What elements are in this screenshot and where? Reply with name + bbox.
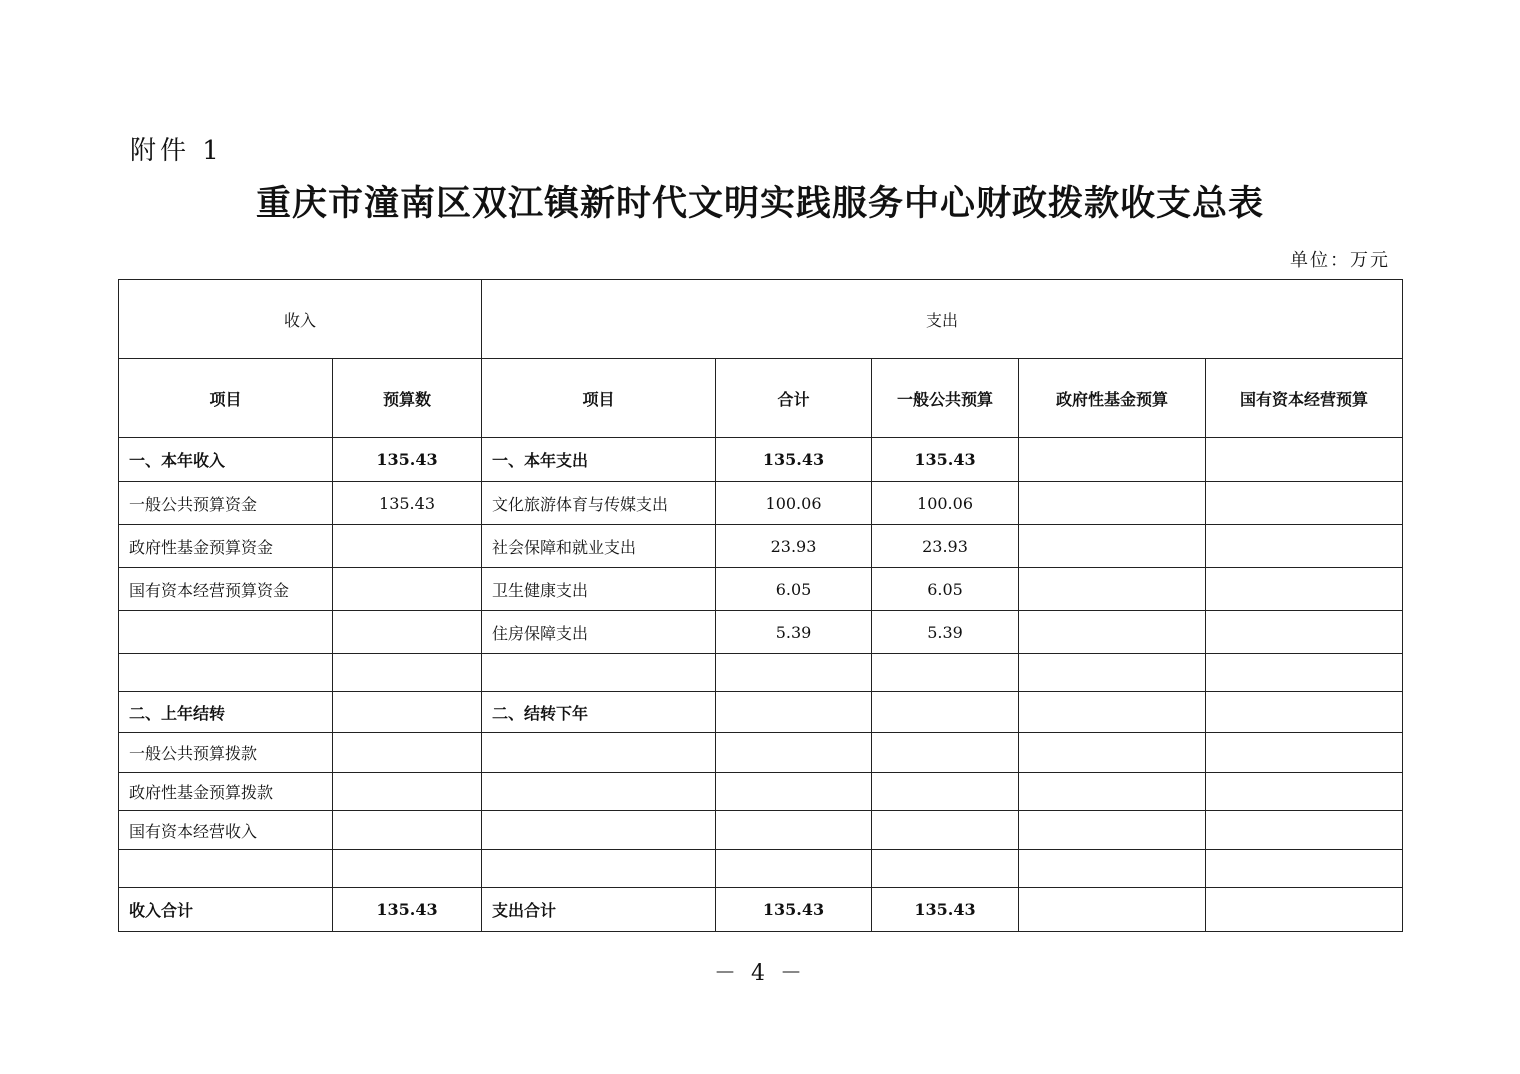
income-item-cell xyxy=(119,850,333,888)
table-row xyxy=(119,568,1403,611)
header-state-capital-budget: 国有资本经营预算 xyxy=(1206,359,1403,438)
table-row xyxy=(119,525,1403,568)
gov-fund-cell xyxy=(1019,850,1206,888)
expense-item-cell xyxy=(482,773,716,811)
income-item-cell: 收入合计 xyxy=(119,888,333,932)
gov-fund-cell xyxy=(1019,888,1206,932)
general-budget-cell xyxy=(872,773,1019,811)
state-capital-cell xyxy=(1206,773,1403,811)
state-capital-cell xyxy=(1206,525,1403,568)
expense-item-cell xyxy=(482,850,716,888)
state-capital-cell xyxy=(1206,850,1403,888)
expense-item-cell: 一、本年支出 xyxy=(482,438,716,482)
state-capital-cell xyxy=(1206,568,1403,611)
gov-fund-cell xyxy=(1019,692,1206,733)
general-budget-cell: 135.43 xyxy=(872,888,1019,932)
header-expense-item: 项目 xyxy=(482,359,716,438)
expense-item-cell xyxy=(482,811,716,850)
table-row xyxy=(119,654,1403,692)
total-cell xyxy=(716,692,872,733)
total-cell: 5.39 xyxy=(716,611,872,654)
table-body xyxy=(119,280,1403,932)
table-row xyxy=(119,438,1403,482)
income-budget-cell xyxy=(333,568,482,611)
total-cell: 6.05 xyxy=(716,568,872,611)
unit-label: 单位：万元 xyxy=(1290,250,1390,271)
general-budget-cell: 23.93 xyxy=(872,525,1019,568)
expense-item-cell: 文化旅游体育与传媒支出 xyxy=(482,482,716,525)
general-budget-cell xyxy=(872,654,1019,692)
expense-item-cell: 支出合计 xyxy=(482,888,716,932)
state-capital-cell xyxy=(1206,811,1403,850)
table-row xyxy=(119,888,1403,932)
income-budget-cell: 135.43 xyxy=(333,888,482,932)
income-budget-cell xyxy=(333,850,482,888)
income-budget-cell: 135.43 xyxy=(333,482,482,525)
gov-fund-cell xyxy=(1019,811,1206,850)
income-item-cell: 国有资本经营预算资金 xyxy=(119,568,333,611)
header-general-budget: 一般公共预算 xyxy=(872,359,1019,438)
income-item-cell xyxy=(119,611,333,654)
income-budget-cell xyxy=(333,692,482,733)
income-item-cell xyxy=(119,654,333,692)
expense-item-cell: 卫生健康支出 xyxy=(482,568,716,611)
state-capital-cell xyxy=(1206,654,1403,692)
income-item-cell: 一般公共预算拨款 xyxy=(119,733,333,773)
state-capital-cell xyxy=(1206,482,1403,525)
total-cell xyxy=(716,773,872,811)
header-income-budget: 预算数 xyxy=(333,359,482,438)
total-cell: 135.43 xyxy=(716,438,872,482)
header-row-group xyxy=(119,280,1403,359)
gov-fund-cell xyxy=(1019,568,1206,611)
gov-fund-cell xyxy=(1019,482,1206,525)
header-expense: 支出 xyxy=(482,280,1403,359)
header-income-item: 项目 xyxy=(119,359,333,438)
table-row xyxy=(119,811,1403,850)
state-capital-cell xyxy=(1206,438,1403,482)
general-budget-cell: 5.39 xyxy=(872,611,1019,654)
header-income: 收入 xyxy=(119,280,482,359)
general-budget-cell: 135.43 xyxy=(872,438,1019,482)
expense-item-cell: 二、结转下年 xyxy=(482,692,716,733)
gov-fund-cell xyxy=(1019,733,1206,773)
income-item-cell: 一般公共预算资金 xyxy=(119,482,333,525)
table-row xyxy=(119,733,1403,773)
state-capital-cell xyxy=(1206,692,1403,733)
table-row xyxy=(119,773,1403,811)
total-cell xyxy=(716,850,872,888)
income-item-cell: 政府性基金预算资金 xyxy=(119,525,333,568)
general-budget-cell: 100.06 xyxy=(872,482,1019,525)
general-budget-cell: 6.05 xyxy=(872,568,1019,611)
gov-fund-cell xyxy=(1019,773,1206,811)
general-budget-cell xyxy=(872,811,1019,850)
income-item-cell: 政府性基金预算拨款 xyxy=(119,773,333,811)
gov-fund-cell xyxy=(1019,525,1206,568)
page-number: － 4 － xyxy=(714,961,806,986)
header-row-columns xyxy=(119,359,1403,438)
income-budget-cell xyxy=(333,733,482,773)
table-row xyxy=(119,482,1403,525)
total-cell xyxy=(716,811,872,850)
total-cell xyxy=(716,733,872,773)
expense-item-cell xyxy=(482,733,716,773)
general-budget-cell xyxy=(872,692,1019,733)
table-row xyxy=(119,611,1403,654)
total-cell xyxy=(716,654,872,692)
expense-item-cell: 住房保障支出 xyxy=(482,611,716,654)
gov-fund-cell xyxy=(1019,611,1206,654)
income-budget-cell: 135.43 xyxy=(333,438,482,482)
total-cell: 23.93 xyxy=(716,525,872,568)
income-item-cell: 二、上年结转 xyxy=(119,692,333,733)
expense-item-cell: 社会保障和就业支出 xyxy=(482,525,716,568)
income-budget-cell xyxy=(333,525,482,568)
state-capital-cell xyxy=(1206,611,1403,654)
table-row xyxy=(119,850,1403,888)
page-title: 重庆市潼南区双江镇新时代文明实践服务中心财政拨款收支总表 xyxy=(255,183,1264,224)
attachment-label: 附件 1 xyxy=(130,136,223,166)
header-total: 合计 xyxy=(716,359,872,438)
income-budget-cell xyxy=(333,654,482,692)
state-capital-cell xyxy=(1206,888,1403,932)
total-cell: 100.06 xyxy=(716,482,872,525)
income-budget-cell xyxy=(333,773,482,811)
general-budget-cell xyxy=(872,850,1019,888)
finance-table xyxy=(118,279,1403,932)
income-budget-cell xyxy=(333,811,482,850)
gov-fund-cell xyxy=(1019,438,1206,482)
header-gov-fund-budget: 政府性基金预算 xyxy=(1019,359,1206,438)
general-budget-cell xyxy=(872,733,1019,773)
income-item-cell: 国有资本经营收入 xyxy=(119,811,333,850)
income-budget-cell xyxy=(333,611,482,654)
expense-item-cell xyxy=(482,654,716,692)
table-row xyxy=(119,692,1403,733)
total-cell: 135.43 xyxy=(716,888,872,932)
income-item-cell: 一、本年收入 xyxy=(119,438,333,482)
gov-fund-cell xyxy=(1019,654,1206,692)
state-capital-cell xyxy=(1206,733,1403,773)
